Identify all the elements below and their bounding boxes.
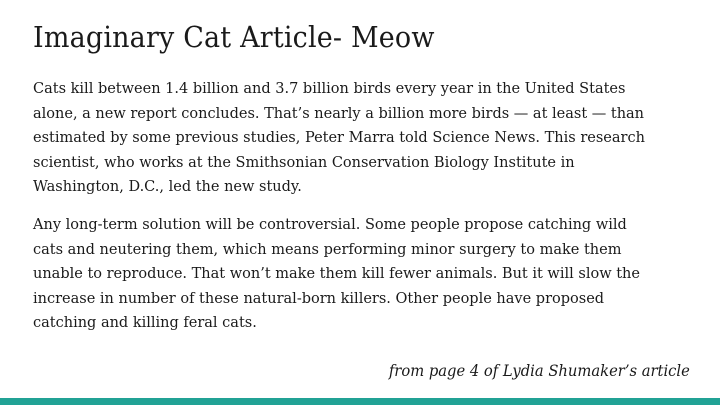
source-citation: from page 4 of Lydia Shumaker’s article (388, 362, 690, 380)
paragraph-1 (33, 76, 693, 199)
paragraph-line: scientist, who works at the Smithsonian Conservation Biology Institute in (33, 152, 575, 171)
paragraph-line: catching and killing feral cats. (33, 313, 257, 332)
paragraph-line: increase in number of these natural-born killers. Other people have proposed (33, 288, 605, 307)
paragraph-line: alone, a new report concludes. That’s nearly a billion more birds — at least — than (33, 103, 645, 122)
paragraph-line: estimated by some previous studies, Peter Marra told Science News. This research (33, 128, 645, 147)
paragraph-line: unable to reproduce. That won’t make them kill fewer animals. But it will slow the (33, 264, 640, 283)
article-body (33, 76, 693, 348)
paragraph-line: Washington, D.C., led the new study. (33, 177, 302, 196)
paragraph-line: Cats kill between 1.4 billion and 3.7 billion birds every year in the United States (33, 79, 626, 97)
paragraph-2 (33, 212, 693, 335)
paragraph-line: Any long-term solution will be controversial. Some people propose catching wild (33, 214, 627, 233)
paragraph-line: cats and neutering them, which means performing minor surgery to make them (33, 239, 622, 258)
slide-title: Imaginary Cat Article- Meow (33, 20, 435, 54)
footer-accent-bar (0, 398, 720, 405)
